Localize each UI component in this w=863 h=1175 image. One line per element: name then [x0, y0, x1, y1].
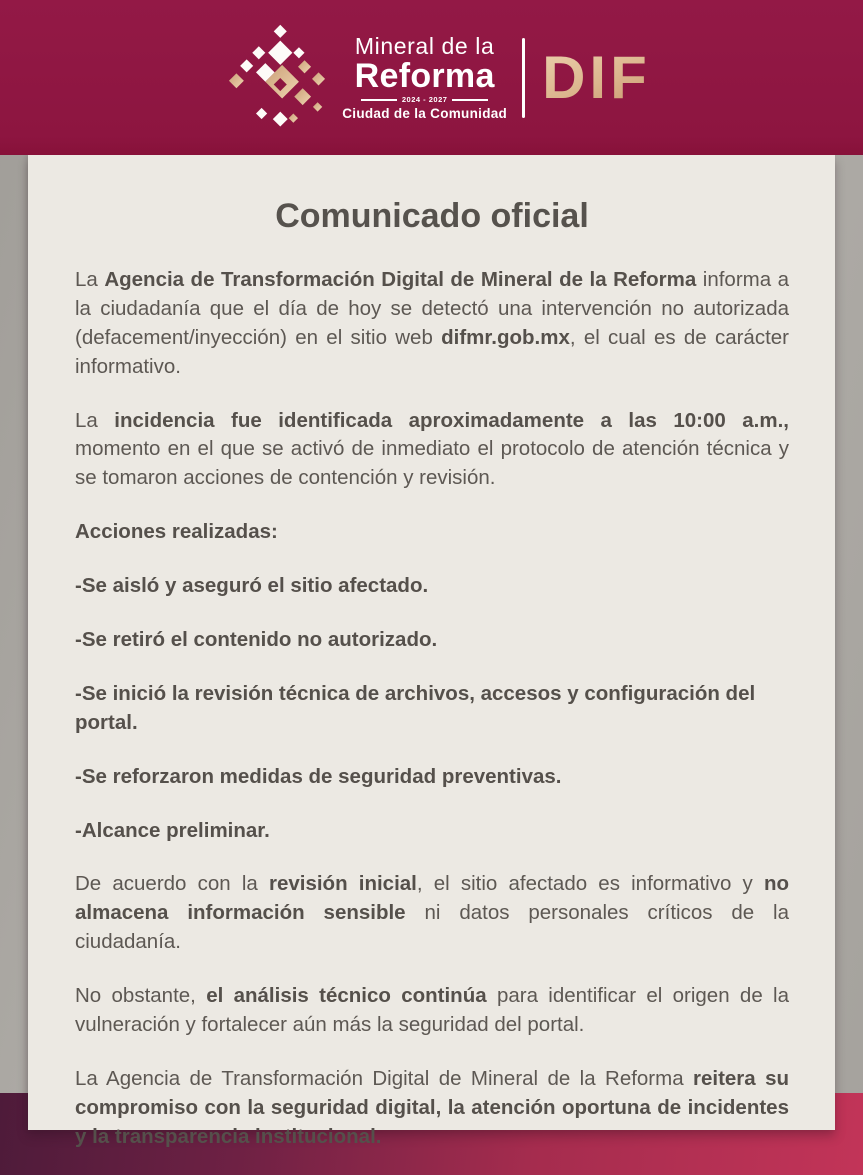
list-item [75, 763, 789, 792]
list-item [75, 817, 789, 846]
section-heading [75, 518, 789, 547]
text-segment: La [75, 268, 105, 291]
years-label: 2024 - 2027 [401, 95, 448, 104]
list-item [75, 572, 789, 601]
text-bold-segment: revisión inicial [268, 872, 417, 896]
text-segment: para identificar el origen de la vulneración y fortalecer aún más la seguridad del portal. [75, 984, 789, 1037]
text-bold-segment: Acciones realizadas: [75, 520, 278, 544]
paragraph [75, 266, 789, 382]
text-bold-segment: -Se aisló y aseguró el sitio afectado. [75, 574, 429, 598]
text-segment: , el sitio afectado es informativo y [416, 872, 764, 896]
text-segment: La Agencia de Transformación Digital de Mineral de la Reforma [75, 1066, 693, 1090]
text-bold-segment: -Se reforzaron medidas de seguridad preventivas. [75, 764, 562, 788]
brand-name-bottom: Reforma [354, 57, 495, 95]
text-bold-segment: -Se inició la revisión técnica de archivos, accesos y configuración del portal. [75, 681, 756, 734]
paragraph [75, 982, 789, 1040]
text-segment: informa a la ciudadanía que el día de hoy se detectó una intervención no autorizada (defacement/inyección) en el sitio web [75, 268, 790, 349]
page-title: Comunicado oficial [275, 197, 589, 235]
text-segment: ni datos personales críticos de la ciudadanía. [75, 901, 790, 954]
years-rule-left [361, 99, 397, 101]
paragraph [75, 870, 789, 957]
text-bold-segment: no almacena información sensible [75, 872, 790, 925]
text-bold-segment: incidencia fue identificada aproximadamente a las 10:00 a.m., [114, 408, 789, 432]
brand-logo [228, 22, 651, 134]
text-bold-segment: el análisis técnico continúa [206, 984, 487, 1008]
text-bold-segment: reitera su compromiso con la seguridad digital, la atención oportuna de incidentes y la transparencia institucional. [75, 1066, 789, 1148]
list-item [75, 626, 789, 655]
text-segment: La [75, 408, 115, 432]
brand-wordmark [342, 35, 507, 120]
brand-mark-icon [228, 22, 340, 134]
text-segment: momento en el que se activó de inmediato el protocolo de atención técnica y se tomaron acciones de contención y revisión. [75, 437, 789, 490]
logo-divider [522, 38, 525, 118]
dif-logo-text: DIF [542, 44, 651, 111]
header-band [0, 0, 863, 155]
text-segment: No obstante, [75, 984, 207, 1008]
list-item [75, 680, 789, 738]
years-rule-right [452, 99, 488, 101]
brand-tagline: Ciudad de la Comunidad [342, 105, 508, 121]
paragraph [75, 1065, 789, 1152]
brand-years [342, 96, 507, 104]
communique-card [28, 155, 835, 1148]
document-body [75, 266, 789, 1152]
text-bold-segment: -Se retiró el contenido no autorizado. [75, 628, 438, 652]
text-bold-segment: -Alcance preliminar. [75, 818, 270, 842]
text-bold-segment: Agencia de Transformación Digital de Mineral de la Reforma [104, 268, 697, 291]
text-segment: De acuerdo con la [75, 872, 269, 896]
text-segment: , el cual es de carácter informativo. [75, 325, 789, 378]
paragraph [75, 407, 789, 494]
brand-name-top: Mineral de la [354, 33, 495, 59]
text-bold-segment: difmr.gob.mx [441, 325, 570, 349]
